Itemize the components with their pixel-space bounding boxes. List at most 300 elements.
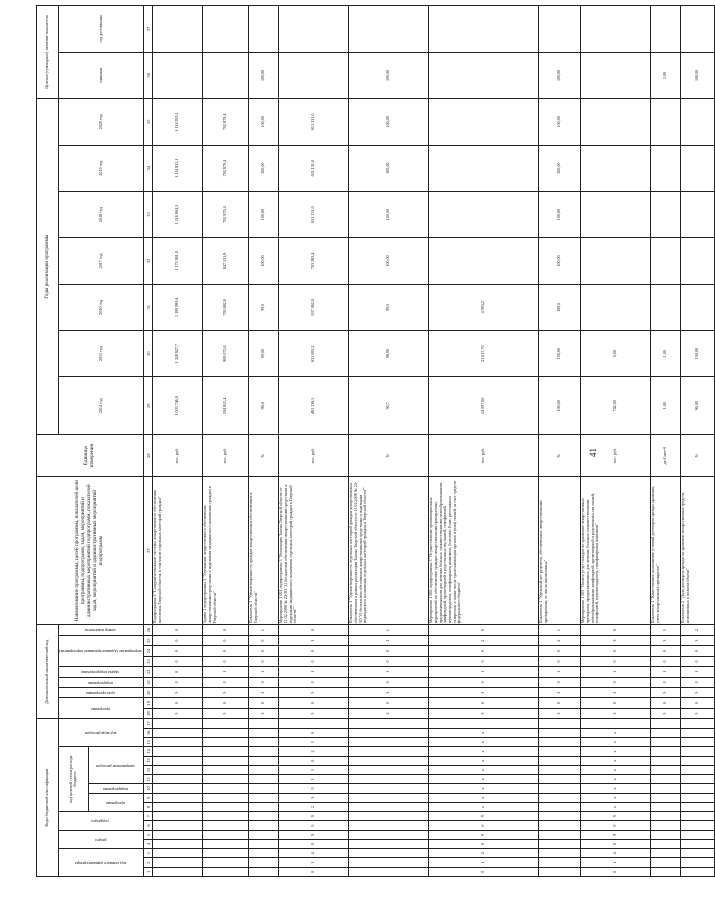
code-cell: 0 bbox=[249, 646, 279, 656]
row-year-value bbox=[429, 99, 539, 145]
row-year-value bbox=[429, 238, 539, 284]
code-cell bbox=[539, 830, 581, 839]
code-cell: 1 bbox=[249, 667, 279, 677]
header-name: Наименование программы, целей программы, показателей цели программы, подпрограмм, задач, мероприятий и административных мероприятий подпрограмм, показателей задач, мероприятий и административных мероприятий подпрограмм bbox=[37, 476, 144, 624]
code-cell: 0 bbox=[349, 646, 429, 656]
row-unit: тыс. руб. bbox=[429, 435, 539, 477]
code-cell: 9 bbox=[279, 812, 349, 821]
code-cell bbox=[349, 821, 429, 830]
code-cell bbox=[349, 784, 429, 793]
header-year-2015: 2015 год bbox=[59, 330, 144, 376]
header-year-2019: 2019 год bbox=[59, 145, 144, 191]
code-cell: 3 bbox=[651, 688, 681, 698]
row-name: Задача 1 подпрограммы 3 "Улучшение лекарственного обеспечения лекарственными средствами и изделиями медицинского назначения граждан в Тверской области" bbox=[203, 476, 249, 624]
code-cell bbox=[651, 830, 681, 839]
code-cell: 0 bbox=[279, 646, 349, 656]
code-cell bbox=[249, 756, 279, 765]
row-year-value bbox=[581, 145, 651, 191]
code-cell: x bbox=[581, 765, 651, 774]
column-number: 12 bbox=[144, 765, 153, 774]
code-cell: 1 bbox=[429, 858, 539, 867]
code-cell bbox=[651, 812, 681, 821]
header-year-2018: 2018 год bbox=[59, 191, 144, 237]
row-unit: тыс. руб. bbox=[279, 435, 349, 477]
row-year-value: 631 695,2 bbox=[279, 330, 349, 376]
column-number: 17 bbox=[144, 719, 153, 728]
code-cell bbox=[651, 756, 681, 765]
code-cell bbox=[249, 839, 279, 848]
code-cell bbox=[539, 719, 581, 728]
code-cell: 0 bbox=[651, 698, 681, 708]
code-cell: 0 bbox=[349, 656, 429, 666]
column-number: 14 bbox=[144, 747, 153, 756]
code-cell: 0 bbox=[153, 635, 203, 645]
row-year-value bbox=[651, 99, 681, 145]
code-cell: x bbox=[581, 728, 651, 737]
code-cell: 3 bbox=[581, 708, 651, 718]
column-number-row bbox=[144, 6, 153, 877]
code-cell bbox=[203, 765, 249, 774]
code-cell: 0 bbox=[349, 677, 429, 687]
code-cell bbox=[651, 839, 681, 848]
row-final-value bbox=[279, 52, 349, 98]
code-cell: 0 bbox=[203, 625, 249, 636]
header-extra-code: Дополнительный аналитический код bbox=[37, 625, 59, 719]
code-cell: 1 bbox=[681, 667, 715, 677]
code-cell: 3 bbox=[249, 688, 279, 698]
column-number: 27 bbox=[144, 476, 153, 624]
code-cell bbox=[539, 738, 581, 747]
code-cell: 0 bbox=[581, 839, 651, 848]
column-number: 7 bbox=[144, 812, 153, 821]
table-row bbox=[539, 6, 581, 877]
code-cell bbox=[681, 775, 715, 784]
row-year-value: 100,00 bbox=[539, 99, 581, 145]
code-cell: 3 bbox=[651, 635, 681, 645]
code-cell: 9 bbox=[279, 830, 349, 839]
code-cell bbox=[539, 793, 581, 802]
code-cell: x bbox=[581, 756, 651, 765]
code-cell: 0 bbox=[153, 625, 203, 636]
table-row bbox=[581, 6, 651, 877]
code-cell bbox=[203, 728, 249, 737]
code-cell: 4 bbox=[279, 849, 349, 858]
code-cell bbox=[651, 728, 681, 737]
row-year-value bbox=[429, 191, 539, 237]
code-cell bbox=[429, 719, 539, 728]
row-final-year bbox=[539, 6, 581, 53]
code-cell: 1 bbox=[279, 775, 349, 784]
code-cell: 0 bbox=[349, 698, 429, 708]
row-unit: % bbox=[349, 435, 429, 477]
code-cell bbox=[249, 747, 279, 756]
code-cell: x bbox=[429, 793, 539, 802]
code-cell bbox=[153, 821, 203, 830]
row-year-value: 4 993,2 bbox=[429, 284, 539, 330]
row-unit: тыс. руб. bbox=[581, 435, 651, 477]
code-cell: 1 bbox=[651, 625, 681, 636]
header-razdel: раздел bbox=[94, 837, 106, 843]
code-cell: 0 bbox=[651, 677, 681, 687]
code-cell: 0 bbox=[429, 625, 539, 636]
code-cell bbox=[249, 738, 279, 747]
column-number: 30 bbox=[144, 330, 153, 376]
code-cell: 9 bbox=[429, 812, 539, 821]
code-cell: 0 bbox=[153, 656, 203, 666]
row-year-value bbox=[651, 238, 681, 284]
code-cell bbox=[651, 775, 681, 784]
code-cell: 0 bbox=[279, 677, 349, 687]
code-cell bbox=[681, 793, 715, 802]
row-year-value bbox=[581, 191, 651, 237]
code-cell bbox=[681, 728, 715, 737]
code-cell bbox=[153, 747, 203, 756]
code-cell: 0 bbox=[249, 635, 279, 645]
row-year-value: 100,00 bbox=[349, 99, 429, 145]
code-cell bbox=[681, 756, 715, 765]
code-cell bbox=[539, 802, 581, 811]
code-cell bbox=[249, 867, 279, 876]
code-cell: x bbox=[429, 775, 539, 784]
code-cell bbox=[249, 775, 279, 784]
table-row bbox=[279, 6, 349, 877]
code-cell bbox=[249, 784, 279, 793]
code-cell: 3 bbox=[681, 635, 715, 645]
header-budget-codes: Коды бюджетной классификации bbox=[37, 719, 59, 877]
code-cell bbox=[249, 821, 279, 830]
row-unit: да-1/нет-0 bbox=[651, 435, 681, 477]
column-number: 6 bbox=[144, 821, 153, 830]
code-cell bbox=[249, 765, 279, 774]
code-cell bbox=[681, 812, 715, 821]
column-number: 9 bbox=[144, 793, 153, 802]
code-cell: 9 bbox=[429, 830, 539, 839]
code-cell bbox=[651, 719, 681, 728]
code-cell bbox=[681, 784, 715, 793]
code-cell bbox=[651, 738, 681, 747]
code-cell: 3 bbox=[429, 708, 539, 718]
column-number: 13 bbox=[144, 756, 153, 765]
code-cell: 0 bbox=[429, 821, 539, 830]
code-cell: 1 bbox=[279, 765, 349, 774]
code-cell: 0 bbox=[279, 656, 349, 666]
column-number: 36 bbox=[144, 52, 153, 98]
row-year-value: 98,00 bbox=[349, 330, 429, 376]
column-number: 11 bbox=[144, 775, 153, 784]
code-cell: 0 bbox=[279, 784, 349, 793]
code-cell: 1 bbox=[279, 858, 349, 867]
code-cell: 4 bbox=[429, 849, 539, 858]
code-cell: 2 bbox=[279, 747, 349, 756]
row-year-value: 100,00 bbox=[249, 191, 279, 237]
column-number: 26 bbox=[144, 625, 153, 636]
row-year-value: 703 383,4 bbox=[279, 238, 349, 284]
row-final-value bbox=[581, 52, 651, 98]
header-final: Целевое (суммарное) значение показателя bbox=[37, 6, 59, 99]
row-year-value bbox=[581, 99, 651, 145]
row-year-value: 100,0 bbox=[539, 284, 581, 330]
row-unit: тыс. руб. bbox=[153, 435, 203, 477]
code-cell: 1 bbox=[279, 667, 349, 677]
code-cell bbox=[651, 793, 681, 802]
code-cell: 2 bbox=[429, 635, 539, 645]
code-cell bbox=[349, 747, 429, 756]
row-year-value bbox=[651, 145, 681, 191]
code-cell: x bbox=[581, 775, 651, 784]
code-cell bbox=[249, 849, 279, 858]
row-final-value: 100,00 bbox=[539, 52, 581, 98]
code-cell: 0 bbox=[681, 646, 715, 656]
code-cell bbox=[203, 775, 249, 784]
code-cell: 1 bbox=[249, 625, 279, 636]
code-cell bbox=[681, 858, 715, 867]
row-year-value bbox=[581, 284, 651, 330]
code-cell bbox=[349, 858, 429, 867]
code-cell: 0 bbox=[581, 698, 651, 708]
row-year-value bbox=[651, 191, 681, 237]
code-cell: 3 bbox=[429, 688, 539, 698]
code-cell bbox=[153, 719, 203, 728]
code-cell bbox=[153, 756, 203, 765]
row-name: Показатель 1 "Удовлетворенность граждан лекарственным обеспечением в Тверской области" bbox=[249, 476, 279, 624]
header-podrazdel: подраздел bbox=[91, 819, 110, 825]
code-cell bbox=[203, 793, 249, 802]
code-cell: 0 bbox=[651, 656, 681, 666]
code-cell: 0 bbox=[681, 677, 715, 687]
column-number: 21 bbox=[144, 677, 153, 687]
code-cell: 3 bbox=[349, 708, 429, 718]
code-cell bbox=[349, 849, 429, 858]
row-year-value: 1 199 989,4 bbox=[153, 284, 203, 330]
column-number: 31 bbox=[144, 284, 153, 330]
code-cell: x bbox=[429, 784, 539, 793]
code-cell bbox=[203, 839, 249, 848]
row-base-value: 481 136,5 bbox=[279, 377, 349, 435]
code-cell: 0 bbox=[429, 698, 539, 708]
row-year-value: 99,0 bbox=[249, 284, 279, 330]
row-name: Мероприятие 1.001 подпрограммы 3 "Реализация Закона Тверской области от 11.02.2008 № 23-ЗО "О бесплатном обеспечении лекарственными средствами и изделиями медицинского назначения отдельных категорий граждан в Тверской области"" bbox=[279, 476, 349, 624]
column-number: 33 bbox=[144, 191, 153, 237]
header-zadacha: задача подпрограммы bbox=[81, 670, 120, 676]
code-cell: 9 bbox=[581, 812, 651, 821]
code-cell: 3 bbox=[279, 688, 349, 698]
code-cell: 0 bbox=[429, 867, 539, 876]
header-csr: код целевой статьи расхода бюджета bbox=[59, 747, 89, 812]
header-program: программа bbox=[90, 706, 110, 712]
code-cell bbox=[203, 756, 249, 765]
row-year-value: 100,00 bbox=[249, 238, 279, 284]
row-year-value: 793 682,6 bbox=[203, 284, 249, 330]
row-year-value: 100,00 bbox=[249, 145, 279, 191]
code-cell: 0 bbox=[539, 677, 581, 687]
code-cell: x bbox=[581, 784, 651, 793]
row-year-value: 651 131,0 bbox=[279, 191, 349, 237]
code-cell bbox=[349, 867, 429, 876]
row-year-value: 100,00 bbox=[349, 145, 429, 191]
row-base-value: 90,7 bbox=[349, 377, 429, 435]
row-year-value bbox=[681, 284, 715, 330]
column-number: 29 bbox=[144, 377, 153, 435]
code-cell: x bbox=[581, 738, 651, 747]
code-cell: 1 bbox=[651, 667, 681, 677]
code-cell bbox=[651, 784, 681, 793]
code-cell bbox=[539, 765, 581, 774]
row-final-year bbox=[429, 6, 539, 53]
code-cell: 0 bbox=[581, 656, 651, 666]
column-number: 8 bbox=[144, 802, 153, 811]
code-cell: 0 bbox=[153, 698, 203, 708]
row-final-year bbox=[581, 6, 651, 53]
code-cell bbox=[249, 802, 279, 811]
code-cell: 0 bbox=[279, 867, 349, 876]
code-cell bbox=[539, 849, 581, 858]
row-final-value: 1,00 bbox=[651, 52, 681, 98]
code-cell bbox=[203, 812, 249, 821]
code-cell: x bbox=[581, 793, 651, 802]
row-final-value bbox=[153, 52, 203, 98]
code-cell: x bbox=[429, 728, 539, 737]
row-unit: % bbox=[249, 435, 279, 477]
code-cell: 0 bbox=[203, 698, 249, 708]
code-cell: 0 bbox=[249, 677, 279, 687]
code-cell bbox=[681, 802, 715, 811]
row-year-value bbox=[651, 284, 681, 330]
row-name: Показатель 2 "Доля договоров аренды на хранение лекарственных средств, исполненных в полном объеме" bbox=[681, 476, 715, 624]
code-cell: 0 bbox=[539, 646, 581, 656]
code-cell: 1 bbox=[279, 635, 349, 645]
code-cell: 0 bbox=[429, 839, 539, 848]
header-admin-code: код главного администратора bbox=[74, 860, 126, 866]
table-row bbox=[153, 6, 203, 877]
code-cell bbox=[153, 830, 203, 839]
row-base-value: 96,00 bbox=[681, 377, 715, 435]
code-cell: 0 bbox=[153, 667, 203, 677]
code-cell bbox=[153, 738, 203, 747]
header-csr-program: программа bbox=[105, 800, 125, 806]
column-number: 25 bbox=[144, 635, 153, 645]
code-cell bbox=[651, 858, 681, 867]
row-year-value: 792 879,4 bbox=[203, 145, 249, 191]
code-cell bbox=[681, 719, 715, 728]
code-cell: 1 bbox=[349, 667, 429, 677]
code-cell: 1 bbox=[279, 738, 349, 747]
code-cell: 0 bbox=[203, 635, 249, 645]
header-unit: Единица измерения bbox=[37, 435, 144, 477]
row-final-year bbox=[651, 6, 681, 53]
header-cel: цель программы bbox=[85, 691, 115, 697]
code-cell: 1 bbox=[539, 625, 581, 636]
table-row bbox=[203, 6, 249, 877]
code-cell: 0 bbox=[581, 625, 651, 636]
code-cell bbox=[279, 719, 349, 728]
row-year-value: 847 131,8 bbox=[203, 238, 249, 284]
code-cell bbox=[203, 858, 249, 867]
row-year-value: 99,00 bbox=[249, 330, 279, 376]
code-cell: x bbox=[429, 802, 539, 811]
row-name: Мероприятие 1.002 подпрограммы 3 "Осуществление организационных мероприятий по обеспечению граждан лекарственными препаратами, предназначенными для лечения больных злокачественными новообразованиями лимфоидной, кроветворной и родственных им тканей, гемофилией, муковисцидозом, гипофизарным нанизмом, болезнью Гоше, рассеянным склерозом, а также после трансплантации органов и (или) тканей, за счет средств федерального бюджета" bbox=[429, 476, 539, 624]
code-cell bbox=[153, 839, 203, 848]
code-cell: 0 bbox=[249, 698, 279, 708]
row-year-value: 100,00 bbox=[349, 191, 429, 237]
code-cell: 4 bbox=[581, 849, 651, 858]
code-cell bbox=[153, 784, 203, 793]
code-cell: 0 bbox=[429, 656, 539, 666]
code-cell bbox=[651, 867, 681, 876]
code-cell: 0 bbox=[153, 677, 203, 687]
row-year-value: 792 879,4 bbox=[203, 191, 249, 237]
code-cell bbox=[681, 849, 715, 858]
header-csr-napravlenie: направление расходов bbox=[95, 763, 135, 769]
code-cell: 0 bbox=[203, 656, 249, 666]
row-year-value: 1 114 835,1 bbox=[153, 99, 203, 145]
code-cell bbox=[681, 747, 715, 756]
row-name: Показатель 1 "Удельный вес рецептов, обеспеченных лекарственными препаратами, от числа выписанных" bbox=[539, 476, 581, 624]
column-number: 23 bbox=[144, 656, 153, 666]
code-cell bbox=[539, 867, 581, 876]
code-cell: 1 bbox=[429, 667, 539, 677]
code-cell bbox=[349, 812, 429, 821]
code-cell: 1 bbox=[581, 667, 651, 677]
row-year-value: 100,00 bbox=[349, 238, 429, 284]
row-base-value: 14 097,60 bbox=[429, 377, 539, 435]
code-cell: 0 bbox=[651, 646, 681, 656]
header-podprogram-extra: подпрограмма bbox=[87, 680, 113, 686]
code-cell: 0 bbox=[153, 646, 203, 656]
code-cell: 0 bbox=[249, 656, 279, 666]
code-cell: 1 bbox=[539, 667, 581, 677]
code-cell bbox=[539, 728, 581, 737]
code-cell: 0 bbox=[279, 625, 349, 636]
row-year-value: 1 116 664,3 bbox=[153, 191, 203, 237]
code-cell bbox=[153, 867, 203, 876]
row-base-value: 594 855,4 bbox=[203, 377, 249, 435]
header-year-2020: 2020 год bbox=[59, 99, 144, 145]
code-cell: 0 bbox=[681, 656, 715, 666]
code-cell bbox=[153, 775, 203, 784]
code-cell bbox=[539, 775, 581, 784]
row-year-value: 651 131,0 bbox=[279, 145, 349, 191]
row-name: Подпрограмма 3 "Совершенствование системы лекарственного обеспечения населения Тверской области, в том числе отдельных категорий граждан" bbox=[153, 476, 203, 624]
row-year-value: 1 173 961,9 bbox=[153, 238, 203, 284]
code-cell bbox=[203, 784, 249, 793]
table-row bbox=[429, 6, 539, 877]
code-cell bbox=[349, 802, 429, 811]
code-cell bbox=[203, 802, 249, 811]
code-cell: 3 bbox=[249, 708, 279, 718]
code-cell: 0 bbox=[429, 646, 539, 656]
code-cell bbox=[349, 775, 429, 784]
table-row bbox=[681, 6, 715, 877]
header-csr-podprogram: подпрограмма bbox=[102, 786, 128, 792]
row-year-value: 100,00 bbox=[681, 330, 715, 376]
code-cell: 0 bbox=[279, 839, 349, 848]
row-year-value: 651 131,0 bbox=[279, 99, 349, 145]
row-year-value bbox=[681, 191, 715, 237]
code-cell: 9 bbox=[581, 830, 651, 839]
header-base-year: 2014 год bbox=[59, 377, 144, 435]
row-name: Показатель 1 "Качественное выполнение условий договоров аренды хранения, учета лекарственных препаратов" bbox=[651, 476, 681, 624]
code-cell bbox=[349, 719, 429, 728]
code-cell: 3 bbox=[203, 688, 249, 698]
header-years: Годы реализации программы bbox=[37, 99, 59, 435]
code-cell bbox=[203, 849, 249, 858]
column-number: 34 bbox=[144, 145, 153, 191]
code-cell: x bbox=[581, 802, 651, 811]
row-final-year bbox=[203, 6, 249, 53]
code-cell: 3 bbox=[681, 688, 715, 698]
code-cell bbox=[249, 858, 279, 867]
column-number: 32 bbox=[144, 238, 153, 284]
